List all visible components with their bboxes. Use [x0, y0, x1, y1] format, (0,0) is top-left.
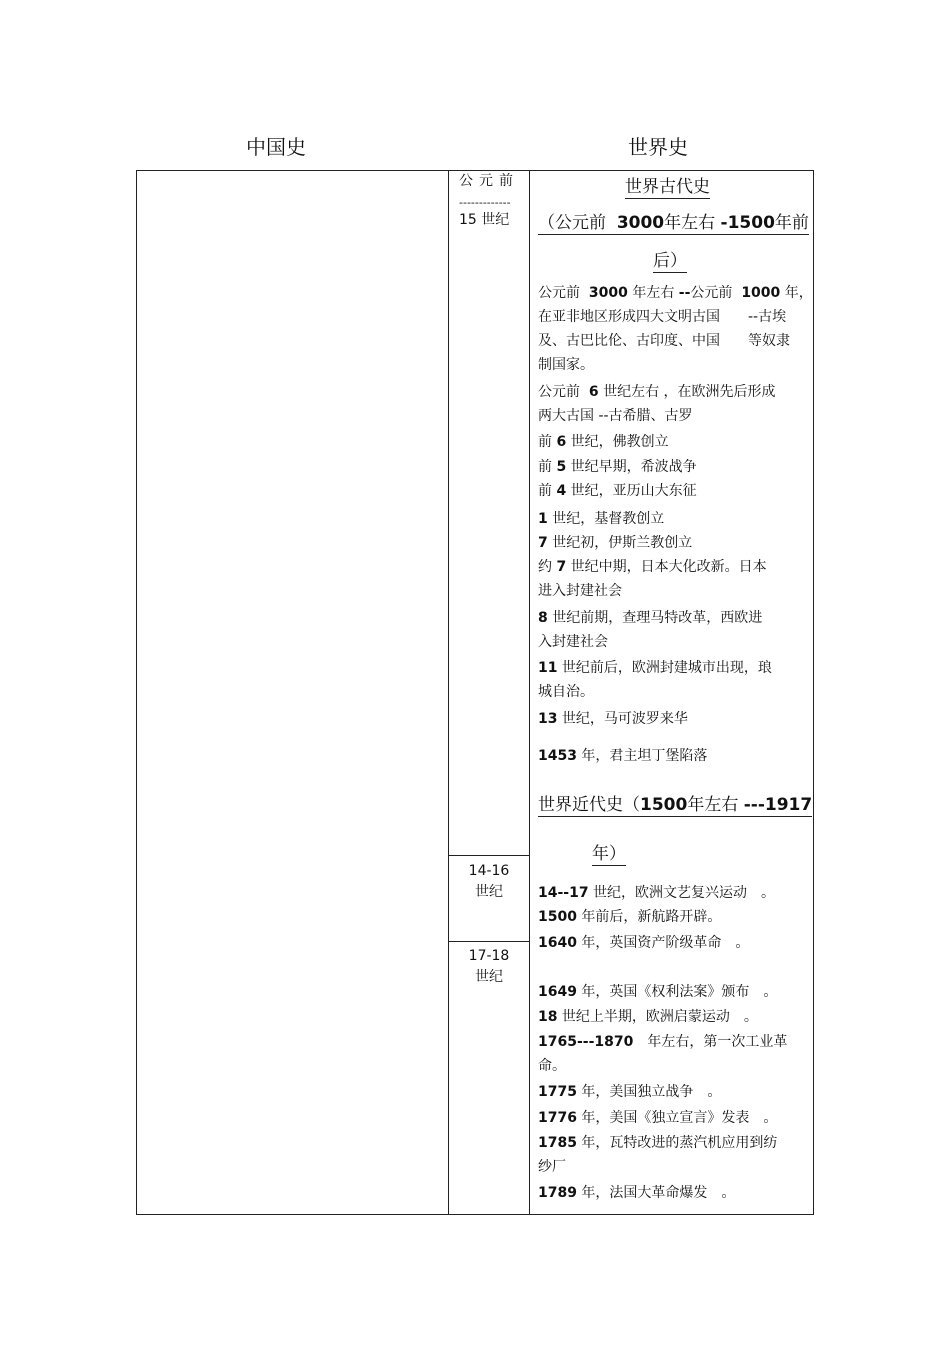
entry-k: 13 世纪，马可波罗来华 [538, 711, 688, 727]
entry-b1: 公元前 6 世纪左右 ，在欧洲先后形成 [538, 384, 776, 400]
entry-a3: 及、古巴比伦、古印度、中国 等奴隶 [538, 333, 790, 349]
entry-i1: 8 世纪前期，查理马特改革，西欧进 [538, 610, 763, 626]
entry-a2: 在亚非地区形成四大文明古国 --古埃 [538, 309, 787, 325]
entry-d: 前 5 世纪早期，希波战争 [538, 459, 697, 475]
ancient-range: （公元前 3000年左右 -1500年前 [538, 213, 809, 233]
entry-n: 1500 年前后，新航路开辟。 [538, 909, 722, 925]
entry-j2: 城自治。 [538, 684, 594, 700]
column-divider [448, 171, 449, 1214]
entry-p: 1649 年，英国《权利法案》颁布 。 [538, 984, 778, 1000]
row-divider [448, 941, 529, 942]
era-label: 公元前 [459, 173, 519, 189]
era-label: 15 世纪 [459, 212, 510, 228]
entry-i2: 入封建社会 [538, 634, 608, 650]
entry-h2: 进入封建社会 [538, 583, 622, 599]
entry-s: 1775 年，美国独立战争 。 [538, 1084, 722, 1100]
ancient-title: 世界古代史 [625, 177, 710, 197]
column-divider [529, 171, 530, 1214]
entry-o: 1640 年，英国资产阶级革命 。 [538, 935, 750, 951]
entry-e: 前 4 世纪，亚历山大东征 [538, 483, 697, 499]
entry-a1: 公元前 3000 年左右 --公元前 1000 年， [538, 285, 813, 301]
entry-t: 1776 年，美国《独立宣言》发表 。 [538, 1110, 778, 1126]
modern-title-end: 年） [592, 844, 626, 864]
row-divider [448, 855, 529, 856]
era-label: 17-18 [468, 948, 510, 964]
entry-h1: 约 7 世纪中期，日本大化改新。日本 [538, 559, 767, 575]
entry-v: 1789 年，法国大革命爆发 。 [538, 1185, 736, 1201]
entry-m: 14--17 世纪，欧洲文艺复兴运动 。 [538, 885, 776, 901]
era-label: 世纪 [475, 884, 503, 900]
entry-r2: 命。 [538, 1058, 566, 1074]
world-history-header: 世界史 [628, 135, 688, 159]
entry-q: 18 世纪上半期，欧洲启蒙运动 。 [538, 1009, 758, 1025]
era-cell-17-18c [449, 946, 529, 988]
entry-g: 7 世纪初，伊斯兰教创立 [538, 535, 693, 551]
modern-title: 世界近代史（1500年左右 ---1917 [538, 795, 813, 815]
era-label: 14-16 [468, 863, 510, 879]
entry-u2: 纱厂 [538, 1159, 566, 1175]
entry-a4: 制国家。 [538, 357, 594, 373]
entry-j1: 11 世纪前后，欧洲封建城市出现，琅 [538, 660, 772, 676]
entry-b2: 两大古国 --古希腊、古罗 [538, 408, 693, 424]
era-cell-14-16c [449, 861, 529, 903]
entry-r1: 1765---1870 年左右，第一次工业革 [538, 1034, 788, 1050]
era-label: 世纪 [475, 969, 503, 985]
entry-c: 前 6 世纪，佛教创立 [538, 434, 669, 450]
era-cell-bc-15c [449, 171, 529, 231]
entry-f: 1 世纪，基督教创立 [538, 511, 665, 527]
entry-l: 1453 年，君主坦丁堡陷落 [538, 748, 708, 764]
era-dashes: ------------- [459, 196, 511, 209]
ancient-range-end: 后） [653, 251, 687, 271]
history-table [136, 170, 814, 1215]
china-history-header: 中国史 [246, 135, 306, 159]
entry-u1: 1785 年，瓦特改进的蒸汽机应用到纺 [538, 1135, 778, 1151]
